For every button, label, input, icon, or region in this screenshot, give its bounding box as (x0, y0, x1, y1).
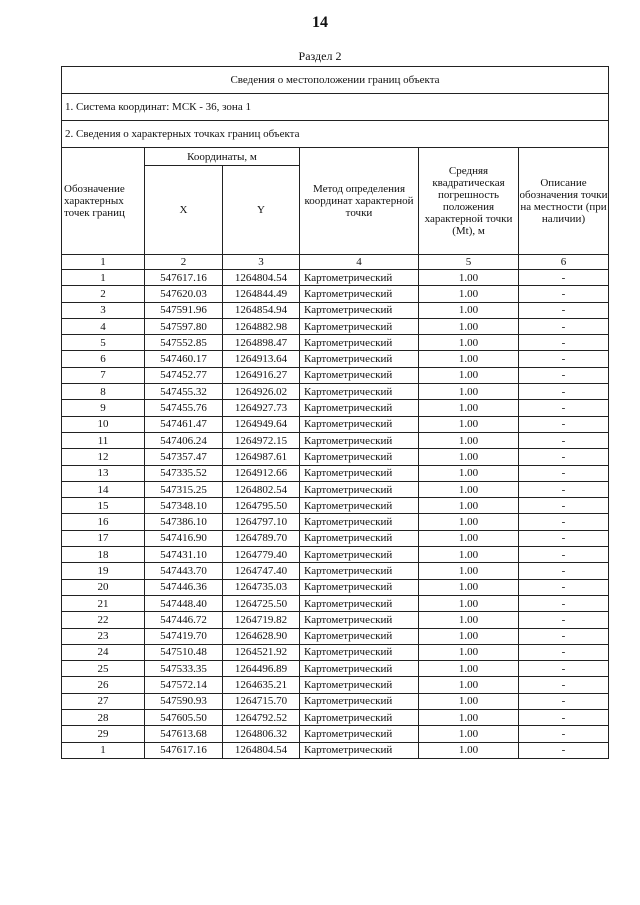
description-cell: - (519, 465, 609, 481)
accuracy-cell: 1.00 (419, 514, 519, 530)
method-cell: Картометрический (300, 742, 419, 758)
table-row (62, 612, 609, 628)
point-number-cell: 12 (62, 449, 145, 465)
description-cell: - (519, 384, 609, 400)
x-coord-cell: 547590.93 (145, 693, 223, 709)
accuracy-cell: 1.00 (419, 481, 519, 497)
description-cell: - (519, 514, 609, 530)
x-coord-cell: 547315.25 (145, 481, 223, 497)
y-coord-cell: 1264854.94 (223, 302, 300, 318)
y-coord-cell: 1264792.52 (223, 710, 300, 726)
table-title: Сведения о местоположении границ объекта (62, 67, 609, 94)
point-number-cell: 22 (62, 612, 145, 628)
method-cell: Картометрический (300, 595, 419, 611)
point-number-cell: 16 (62, 514, 145, 530)
description-cell: - (519, 693, 609, 709)
accuracy-cell: 1.00 (419, 449, 519, 465)
y-coord-cell: 1264635.21 (223, 677, 300, 693)
description-cell: - (519, 335, 609, 351)
accuracy-cell: 1.00 (419, 351, 519, 367)
point-number-cell: 9 (62, 400, 145, 416)
method-cell: Картометрический (300, 302, 419, 318)
description-cell: - (519, 677, 609, 693)
y-coord-cell: 1264789.70 (223, 530, 300, 546)
table-row (62, 710, 609, 726)
point-number-cell: 7 (62, 367, 145, 383)
column-number: 4 (300, 255, 419, 270)
accuracy-cell: 1.00 (419, 432, 519, 448)
accuracy-cell: 1.00 (419, 335, 519, 351)
x-coord-cell: 547617.16 (145, 270, 223, 286)
coord-system-row: 1. Система координат: МСК - 36, зона 1 (62, 94, 609, 121)
description-cell: - (519, 579, 609, 595)
x-coord-cell: 547552.85 (145, 335, 223, 351)
table-row (62, 498, 609, 514)
description-cell: - (519, 530, 609, 546)
table-row (62, 384, 609, 400)
y-coord-cell: 1264779.40 (223, 547, 300, 563)
page-number: 14 (312, 14, 328, 31)
description-cell: - (519, 400, 609, 416)
table-row (62, 270, 609, 286)
point-number-cell: 8 (62, 384, 145, 400)
description-cell: - (519, 351, 609, 367)
x-coord-cell: 547455.32 (145, 384, 223, 400)
y-coord-cell: 1264719.82 (223, 612, 300, 628)
description-cell: - (519, 449, 609, 465)
y-coord-cell: 1264844.49 (223, 286, 300, 302)
y-coord-cell: 1264949.64 (223, 416, 300, 432)
method-cell: Картометрический (300, 416, 419, 432)
method-cell: Картометрический (300, 367, 419, 383)
accuracy-cell: 1.00 (419, 465, 519, 481)
accuracy-cell: 1.00 (419, 563, 519, 579)
description-cell: - (519, 286, 609, 302)
point-number-cell: 21 (62, 595, 145, 611)
table-row (62, 677, 609, 693)
table-row (62, 693, 609, 709)
table-row (62, 481, 609, 497)
method-cell: Картометрический (300, 286, 419, 302)
method-cell: Картометрический (300, 481, 419, 497)
description-cell: - (519, 661, 609, 677)
header-method: Метод определения координат характерной точки (300, 148, 419, 255)
description-cell: - (519, 563, 609, 579)
section-label: Раздел 2 (298, 49, 342, 63)
boundary-points-table (61, 66, 609, 759)
point-number-cell: 28 (62, 710, 145, 726)
description-cell: - (519, 302, 609, 318)
x-coord-cell: 547335.52 (145, 465, 223, 481)
y-coord-cell: 1264715.70 (223, 693, 300, 709)
point-number-cell: 15 (62, 498, 145, 514)
method-cell: Картометрический (300, 318, 419, 334)
method-cell: Картометрический (300, 449, 419, 465)
y-coord-cell: 1264926.02 (223, 384, 300, 400)
method-cell: Картометрический (300, 644, 419, 660)
header-x: X (145, 166, 223, 255)
table-row (62, 661, 609, 677)
point-number-cell: 25 (62, 661, 145, 677)
x-coord-cell: 547460.17 (145, 351, 223, 367)
point-number-cell: 2 (62, 286, 145, 302)
table-row (62, 514, 609, 530)
accuracy-cell: 1.00 (419, 498, 519, 514)
method-cell: Картометрический (300, 400, 419, 416)
point-number-cell: 29 (62, 726, 145, 742)
y-coord-cell: 1264797.10 (223, 514, 300, 530)
point-number-cell: 20 (62, 579, 145, 595)
table-row (62, 302, 609, 318)
method-cell: Картометрический (300, 351, 419, 367)
column-number: 5 (419, 255, 519, 270)
accuracy-cell: 1.00 (419, 416, 519, 432)
description-cell: - (519, 547, 609, 563)
y-coord-cell: 1264882.98 (223, 318, 300, 334)
description-cell: - (519, 416, 609, 432)
point-number-cell: 18 (62, 547, 145, 563)
method-cell: Картометрический (300, 710, 419, 726)
accuracy-cell: 1.00 (419, 400, 519, 416)
accuracy-cell: 1.00 (419, 726, 519, 742)
column-number: 2 (145, 255, 223, 270)
x-coord-cell: 547431.10 (145, 547, 223, 563)
method-cell: Картометрический (300, 563, 419, 579)
header-y: Y (223, 166, 300, 255)
y-coord-cell: 1264628.90 (223, 628, 300, 644)
y-coord-cell: 1264806.32 (223, 726, 300, 742)
description-cell: - (519, 595, 609, 611)
point-number-cell: 1 (62, 742, 145, 758)
description-cell: - (519, 270, 609, 286)
method-cell: Картометрический (300, 661, 419, 677)
x-coord-cell: 547419.70 (145, 628, 223, 644)
method-cell: Картометрический (300, 628, 419, 644)
x-coord-cell: 547357.47 (145, 449, 223, 465)
point-number-cell: 17 (62, 530, 145, 546)
x-coord-cell: 547533.35 (145, 661, 223, 677)
y-coord-cell: 1264795.50 (223, 498, 300, 514)
points-heading-row: 2. Сведения о характерных точках границ объекта (62, 121, 609, 148)
y-coord-cell: 1264735.03 (223, 579, 300, 595)
y-coord-cell: 1264898.47 (223, 335, 300, 351)
header-coords: Координаты, м (145, 148, 300, 166)
point-number-cell: 6 (62, 351, 145, 367)
x-coord-cell: 547443.70 (145, 563, 223, 579)
description-cell: - (519, 432, 609, 448)
method-cell: Картометрический (300, 612, 419, 628)
table-row (62, 465, 609, 481)
table-row (62, 351, 609, 367)
accuracy-cell: 1.00 (419, 661, 519, 677)
x-coord-cell: 547406.24 (145, 432, 223, 448)
y-coord-cell: 1264972.15 (223, 432, 300, 448)
column-number: 6 (519, 255, 609, 270)
accuracy-cell: 1.00 (419, 595, 519, 611)
table-row (62, 530, 609, 546)
point-number-cell: 10 (62, 416, 145, 432)
method-cell: Картометрический (300, 726, 419, 742)
x-coord-cell: 547572.14 (145, 677, 223, 693)
point-number-cell: 23 (62, 628, 145, 644)
point-number-cell: 4 (62, 318, 145, 334)
x-coord-cell: 547348.10 (145, 498, 223, 514)
y-coord-cell: 1264987.61 (223, 449, 300, 465)
x-coord-cell: 547591.96 (145, 302, 223, 318)
point-number-cell: 3 (62, 302, 145, 318)
y-coord-cell: 1264913.64 (223, 351, 300, 367)
x-coord-cell: 547452.77 (145, 367, 223, 383)
table-row (62, 286, 609, 302)
y-coord-cell: 1264725.50 (223, 595, 300, 611)
method-cell: Картометрический (300, 579, 419, 595)
accuracy-cell: 1.00 (419, 742, 519, 758)
x-coord-cell: 547446.36 (145, 579, 223, 595)
y-coord-cell: 1264802.54 (223, 481, 300, 497)
column-number: 1 (62, 255, 145, 270)
accuracy-cell: 1.00 (419, 530, 519, 546)
column-numbers-row (62, 255, 609, 270)
y-coord-cell: 1264804.54 (223, 270, 300, 286)
x-coord-cell: 547416.90 (145, 530, 223, 546)
accuracy-cell: 1.00 (419, 710, 519, 726)
x-coord-cell: 547597.80 (145, 318, 223, 334)
y-coord-cell: 1264927.73 (223, 400, 300, 416)
accuracy-cell: 1.00 (419, 612, 519, 628)
description-cell: - (519, 481, 609, 497)
method-cell: Картометрический (300, 335, 419, 351)
description-cell: - (519, 628, 609, 644)
method-cell: Картометрический (300, 514, 419, 530)
method-cell: Картометрический (300, 384, 419, 400)
accuracy-cell: 1.00 (419, 318, 519, 334)
point-number-cell: 1 (62, 270, 145, 286)
point-number-cell: 13 (62, 465, 145, 481)
method-cell: Картометрический (300, 432, 419, 448)
method-cell: Картометрический (300, 530, 419, 546)
column-number: 3 (223, 255, 300, 270)
y-coord-cell: 1264496.89 (223, 661, 300, 677)
x-coord-cell: 547620.03 (145, 286, 223, 302)
method-cell: Картометрический (300, 547, 419, 563)
accuracy-cell: 1.00 (419, 367, 519, 383)
accuracy-cell: 1.00 (419, 579, 519, 595)
table-row (62, 318, 609, 334)
y-coord-cell: 1264747.40 (223, 563, 300, 579)
table-row (62, 432, 609, 448)
method-cell: Картометрический (300, 498, 419, 514)
y-coord-cell: 1264916.27 (223, 367, 300, 383)
x-coord-cell: 547461.47 (145, 416, 223, 432)
accuracy-cell: 1.00 (419, 270, 519, 286)
x-coord-cell: 547386.10 (145, 514, 223, 530)
description-cell: - (519, 742, 609, 758)
description-cell: - (519, 644, 609, 660)
accuracy-cell: 1.00 (419, 302, 519, 318)
table-row (62, 726, 609, 742)
point-number-cell: 14 (62, 481, 145, 497)
x-coord-cell: 547455.76 (145, 400, 223, 416)
accuracy-cell: 1.00 (419, 547, 519, 563)
accuracy-cell: 1.00 (419, 286, 519, 302)
description-cell: - (519, 726, 609, 742)
accuracy-cell: 1.00 (419, 693, 519, 709)
table-row (62, 547, 609, 563)
table-row (62, 335, 609, 351)
point-number-cell: 26 (62, 677, 145, 693)
accuracy-cell: 1.00 (419, 677, 519, 693)
header-designation: Обозначение характерных точек границ (62, 148, 145, 255)
accuracy-cell: 1.00 (419, 384, 519, 400)
point-number-cell: 19 (62, 563, 145, 579)
description-cell: - (519, 612, 609, 628)
x-coord-cell: 547446.72 (145, 612, 223, 628)
table-row (62, 742, 609, 758)
description-cell: - (519, 710, 609, 726)
table-row (62, 628, 609, 644)
y-coord-cell: 1264912.66 (223, 465, 300, 481)
description-cell: - (519, 498, 609, 514)
table-row (62, 416, 609, 432)
table-row (62, 579, 609, 595)
accuracy-cell: 1.00 (419, 644, 519, 660)
x-coord-cell: 547510.48 (145, 644, 223, 660)
x-coord-cell: 547448.40 (145, 595, 223, 611)
point-number-cell: 5 (62, 335, 145, 351)
table-row (62, 644, 609, 660)
header-accuracy: Средняя квадратическая погрешность положения характерной точки (Mt), м (419, 148, 519, 255)
table-row (62, 367, 609, 383)
x-coord-cell: 547605.50 (145, 710, 223, 726)
method-cell: Картометрический (300, 677, 419, 693)
method-cell: Картометрический (300, 693, 419, 709)
x-coord-cell: 547613.68 (145, 726, 223, 742)
table-row (62, 400, 609, 416)
header-description: Описание обозначения точки на местности (при наличии) (519, 148, 609, 255)
description-cell: - (519, 318, 609, 334)
point-number-cell: 27 (62, 693, 145, 709)
method-cell: Картометрический (300, 465, 419, 481)
y-coord-cell: 1264521.92 (223, 644, 300, 660)
y-coord-cell: 1264804.54 (223, 742, 300, 758)
description-cell: - (519, 367, 609, 383)
point-number-cell: 24 (62, 644, 145, 660)
method-cell: Картометрический (300, 270, 419, 286)
table-row (62, 595, 609, 611)
x-coord-cell: 547617.16 (145, 742, 223, 758)
accuracy-cell: 1.00 (419, 628, 519, 644)
table-row (62, 563, 609, 579)
point-number-cell: 11 (62, 432, 145, 448)
table-row (62, 449, 609, 465)
